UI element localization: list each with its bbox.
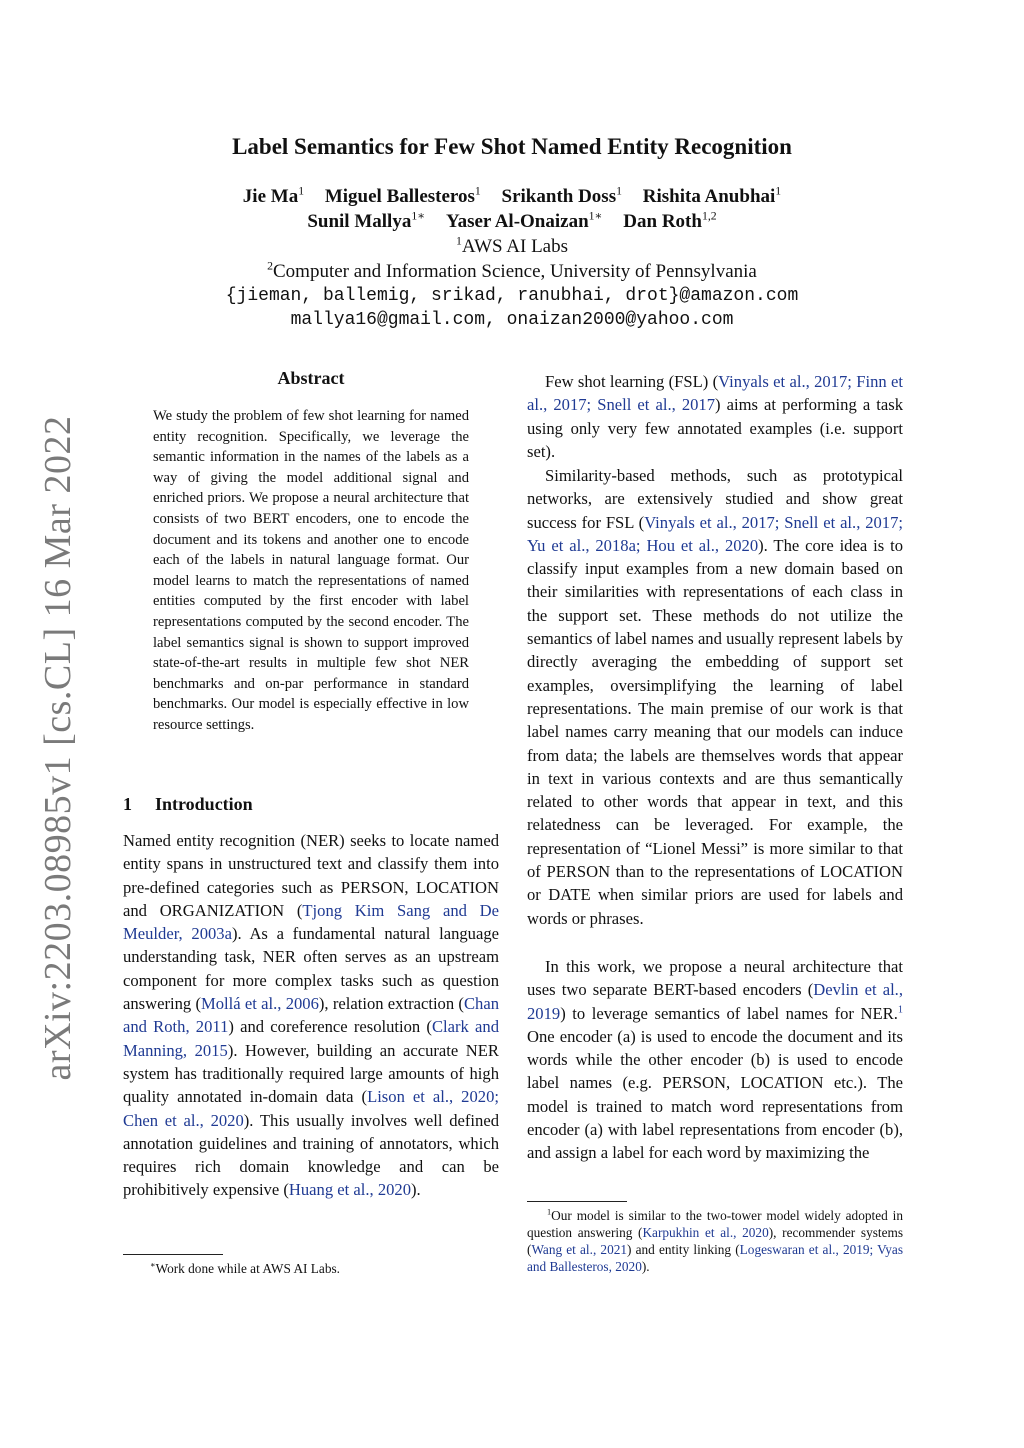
author-line-2 xyxy=(0,209,1024,234)
footnote-rule xyxy=(123,1254,223,1255)
author: Yaser Al-Onaizan$^{1∗}$ xyxy=(445,209,603,232)
section-heading: 1 Introduction xyxy=(123,794,253,814)
right-paragraph-1: Few shot learning (FSL) (Vinyals et al., 2017; Finn et al., 2017; Snell et al., 2017) aims at performing a task using only very few annotated examples (i.e. support set). xyxy=(527,372,903,461)
citation-link[interactable]: Karpukhin et al., 2020 xyxy=(642,1225,769,1240)
citation-link[interactable]: Lison et al., 2020; Chen et al., 2020 xyxy=(123,1087,499,1130)
author-list xyxy=(0,184,1024,234)
email-line-1: {jieman, ballemig, srikad, ranubhai, drot}@amazon.com xyxy=(225,286,799,306)
right-paragraph-3: In this work, we propose a neural architecture that uses two separate BERT-based encoders (Devlin et al., 2019) to leverage semantics of label names for NER.$^1$ One encoder (a) is used to encode the document and its words while the other encoder (b) is used to encode label names (e.g. PERSON, LOCATION etc.). The model is trained to match word representations from encoder (a) with label representations from encoder (b), and assign a label for each word by maximizing the xyxy=(527,957,903,1163)
intro-column xyxy=(123,829,499,1202)
abstract-heading: Abstract xyxy=(277,368,345,388)
paper-title: Label Semantics for Few Shot Named Entity Recognition xyxy=(232,134,792,159)
footnote-right: $^1$Our model is similar to the two-tower model widely adopted in question answering (Karpukhin et al., 2020), recommender systems (Wang et al., 2021) and entity linking (Logeswaran et al., 2019; Vyas and Ballesteros, 2020). xyxy=(527,1207,904,1274)
author: Sunil Mallya$^{1∗}$ xyxy=(307,209,426,232)
citation-link[interactable]: Devlin et al., 2019 xyxy=(527,980,903,1023)
abstract-text: We study the problem of few shot learning for named entity recognition. Specifically, we leverage the semantic information in the names of the labels as a way of giving the model additional signal and enriched priors. We propose a neural architecture that consists of two BERT encoders, one to encode the document and its tokens and another one to encode each of the labels in natural language format. Our model learns to match the representations of named entities computed by the first encoder with label representations computed by the second encoder. The label semantics signal is shown to support improved state-of-the-art results in multiple few shot NER benchmarks and on-par performance in standard benchmarks. Our model is especially effective in low resource settings. xyxy=(153,408,469,733)
email-line-2: mallya16@gmail.com, onaizan2000@yahoo.com xyxy=(290,310,734,330)
citation-link[interactable]: Clark and Manning, 2015 xyxy=(123,1017,499,1060)
footnote-marker[interactable]: 1 xyxy=(897,1004,903,1016)
affiliation-1: $^1$AWS AI Labs xyxy=(455,234,569,257)
arxiv-stamp: arXiv:2203.08985v1 [cs.CL] 16 Mar 2022 xyxy=(37,415,79,1081)
author: Miguel Ballesteros$^1$ xyxy=(324,184,481,207)
author: Jie Ma$^1$ xyxy=(242,184,305,207)
citation-link[interactable]: Chan and Roth, 2011 xyxy=(123,994,499,1037)
citation-link[interactable]: Tjong Kim Sang and De Meulder, 2003a xyxy=(123,900,499,944)
citation-link[interactable]: Vinyals et al., 2017; Finn et al., 2017; Snell et al., 2017 xyxy=(527,372,903,415)
citation-link[interactable]: Mollá et al., 2006 xyxy=(201,994,319,1014)
citation-link[interactable]: Huang et al., 2020 xyxy=(288,1180,412,1200)
citation-link[interactable]: Wang et al., 2021 xyxy=(531,1242,628,1257)
affiliation-2: $^2$Computer and Information Science, University of Pennsylvania xyxy=(267,259,757,282)
footnote-rule xyxy=(527,1201,627,1202)
citation-link[interactable]: Logeswaran et al., 2019; Vyas and Ballesteros, 2020 xyxy=(527,1242,904,1274)
author: Dan Roth$^{1,2}$ xyxy=(623,209,717,232)
citation-link[interactable]: Vinyals et al., 2017; Snell et al., 2017; Yu et al., 2018a; Hou et al., 2020 xyxy=(527,512,903,555)
footnote-left: ∗Work done while at AWS AI Labs. xyxy=(150,1260,340,1276)
right-paragraph-2: Similarity-based methods, such as prototypical networks, are extensively studied and show great success for FSL (Vinyals et al., 2017; Snell et al., 2017; Yu et al., 2018a; Hou et al., 2020). The core idea is to classify input examples from a new domain based on their similarities with representations of each class in the support set. These methods do not utilize the semantics of label names and usually represent labels by directly averaging the embedding of support set examples, oversimplifying the learning of label representations. The main premise of our work is that label names carry meaning that our models can induce from data; the labels are themselves words that appear in text in various contexts and are thus semantically related to other words that appear in text, and this relatedness can be leveraged. For example, the representation of “Lionel Messi” is more similar to that of PERSON than to the representations of LOCATION or DATE when similar priors are used for labels and words or phrases. xyxy=(527,466,903,928)
author: Srikanth Doss$^1$ xyxy=(501,184,622,207)
author-line-1 xyxy=(0,184,1024,209)
intro-paragraph: Named entity recognition (NER) seeks to locate named entity spans in unstructured text and classify them into pre-defined categories such as PERSON, LOCATION and ORGANIZATION (Tjong Kim Sang and De Meulder, 2003a). As a fundamental natural language understanding task, NER often serves as an upstream component for more complex tasks such as question answering (Mollá et al., 2006), relation extraction (Chan and Roth, 2011) and coreference resolution (Clark and Manning, 2015). However, building an accurate NER system has traditionally required large amounts of high quality annotated in-domain data (Lison et al., 2020; Chen et al., 2020). This usually involves well defined annotation guidelines and training of annotators, which requires rich domain knowledge and can be prohibitively expensive (Huang et al., 2020). xyxy=(123,831,499,1200)
author: Rishita Anubhai$^1$ xyxy=(642,184,782,207)
